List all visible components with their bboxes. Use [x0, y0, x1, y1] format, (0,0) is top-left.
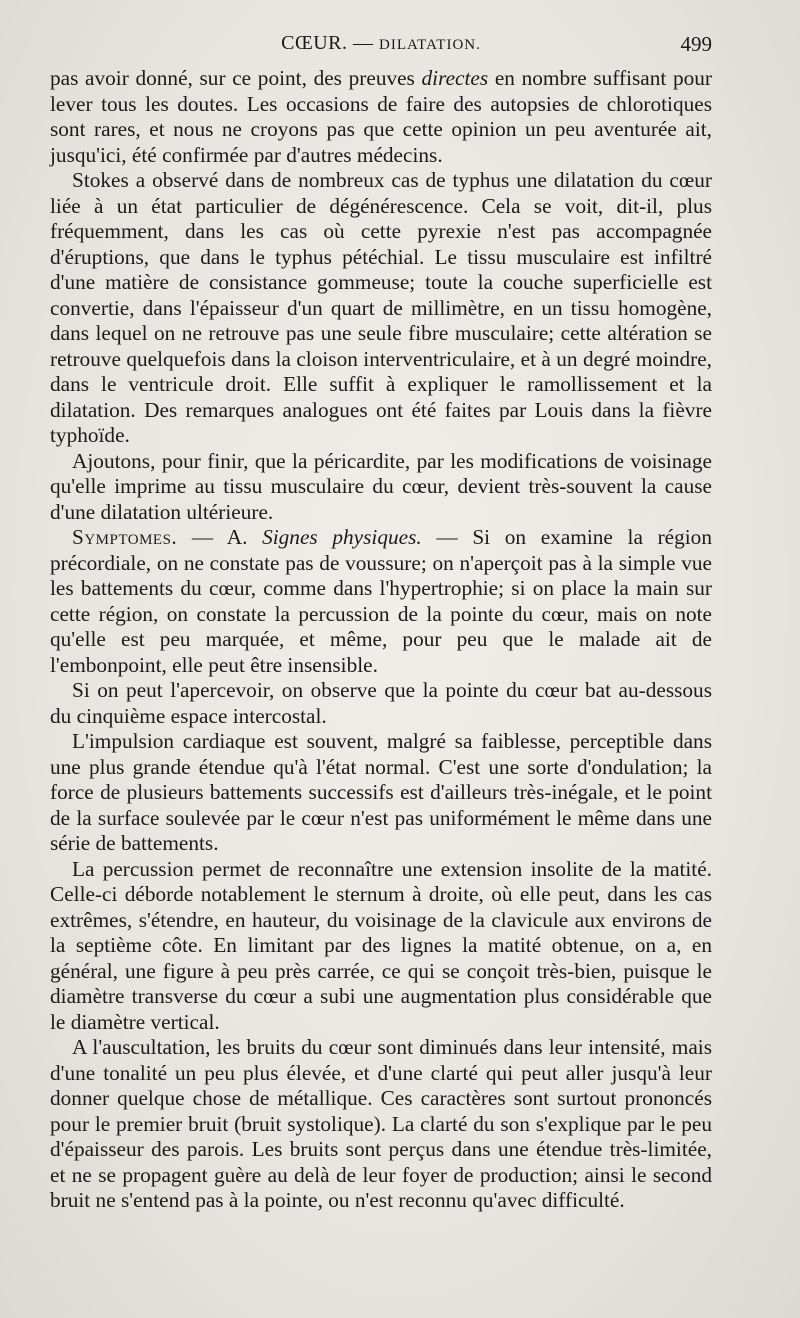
running-head-subtitle: DILATATION.	[379, 37, 481, 53]
paragraph-text: — Si on examine la région précordiale, on ne constate pas de voussure; on n'aperçoit pas à la simple vue les battements du cœur, comme dans l'hypertrophie; si on place la main sur cette région, on constate la percussion de la pointe du cœur, mais on note qu'elle est peu marquée, et même, pour peu que le malade ait de l'embonpoint, elle peut être insensible.	[50, 525, 712, 677]
paragraph	[50, 857, 712, 1036]
paragraph-text: — A.	[177, 525, 263, 549]
paragraph-text: Si on peut l'apercevoir, on observe que la pointe du cœur bat au-dessous du cinquième espace intercostal.	[50, 678, 712, 728]
paragraph	[50, 449, 712, 526]
paragraph-text: L'impulsion cardiaque est souvent, malgré sa faiblesse, perceptible dans une plus grande étendue qu'à l'état normal. C'est une sorte d'ondulation; la force de plusieurs battements successifs est d'ailleurs très-inégale, et le point de la surface soulevée par le cœur n'est pas uniformément le même dans une série de battements.	[50, 729, 712, 855]
italic-text: Signes physiques.	[262, 525, 422, 549]
paragraph	[50, 525, 712, 678]
paragraph	[50, 1035, 712, 1214]
paragraph-text: La percussion permet de reconnaître une extension insolite de la matité. Celle-ci déborde notablement le sternum à droite, où elle peut, dans les cas extrêmes, s'étendre, en hauteur, du voisinage de la clavicule aux environs de la septième côte. En limitant par des lignes la matité obtenue, on a, en général, une figure à peu près carrée, ce qui se conçoit très-bien, puisque le diamètre transverse du cœur a subi une augmentation plus considérable que le diamètre vertical.	[50, 856, 712, 1034]
paragraph-text: A l'auscultation, les bruits du cœur sont diminués dans leur intensité, mais d'une tonalité un peu plus élevée, et d'une clarté qui peut aller jusqu'à leur donner quelque chose de métallique. Ces caractères sont surtout prononcés pour le premier bruit (bruit systolique). La clarté du son s'explique par le peu d'épaisseur des parois. Les bruits sont perçus dans une étendue très-limitée, et ne se propagent guère au delà de leur foyer de production; ainsi le second bruit ne s'entend pas à la pointe, ou n'est reconnu qu'avec difficulté.	[50, 1035, 712, 1212]
paragraph	[50, 678, 712, 729]
page-header	[50, 32, 712, 60]
running-head	[50, 32, 712, 55]
paragraph	[50, 729, 712, 857]
paragraph-text: pas avoir donné, sur ce point, des preuves	[50, 66, 422, 90]
paragraph-text: Ajoutons, pour finir, que la péricardite, par les modifications de voisinage qu'elle imprime au tissu musculaire du cœur, devient très-souvent la cause d'une dilatation ultérieure.	[50, 448, 712, 524]
paragraph-text: Stokes a observé dans de nombreux cas de typhus une dilatation du cœur liée à un état particulier de dégénérescence. Cela se voit, dit-il, plus fréquemment, dans les cas où cette pyrexie n'est pas accompagnée d'éruptions, que dans le typhus pétéchial. Le tissu musculaire est infiltré d'une matière de consistance gommeuse; toute la couche superficielle est convertie, dans l'épaisseur d'un quart de millimètre, en un tissu homogène, dans lequel on ne retrouve pas une seule fibre musculaire; cette altération se retrouve quelquefois dans la cloison interventriculaire, et à un degré moindre, dans le ventricule droit. Elle suffit à expliquer le ramollissement et la dilatation. Des remarques analogues ont été faites par Louis dans la fièvre typhoïde.	[50, 168, 712, 447]
page-number: 499	[680, 32, 712, 56]
body-text	[50, 66, 712, 1214]
section-heading: Symptomes.	[72, 525, 178, 549]
paragraph	[50, 66, 712, 168]
running-head-separator: —	[347, 32, 380, 54]
paragraph-text: en nombre suffisant pour lever tous les doutes. Les occasions de faire des autopsies de chlorotiques sont rares, et nous ne croyons pas que cette opinion un peu aventurée ait, jusqu'ici, été confirmée par d'autres médecins.	[50, 66, 712, 167]
italic-text: directes	[421, 66, 489, 90]
running-head-title: CŒUR.	[281, 32, 348, 54]
paragraph	[50, 168, 712, 449]
